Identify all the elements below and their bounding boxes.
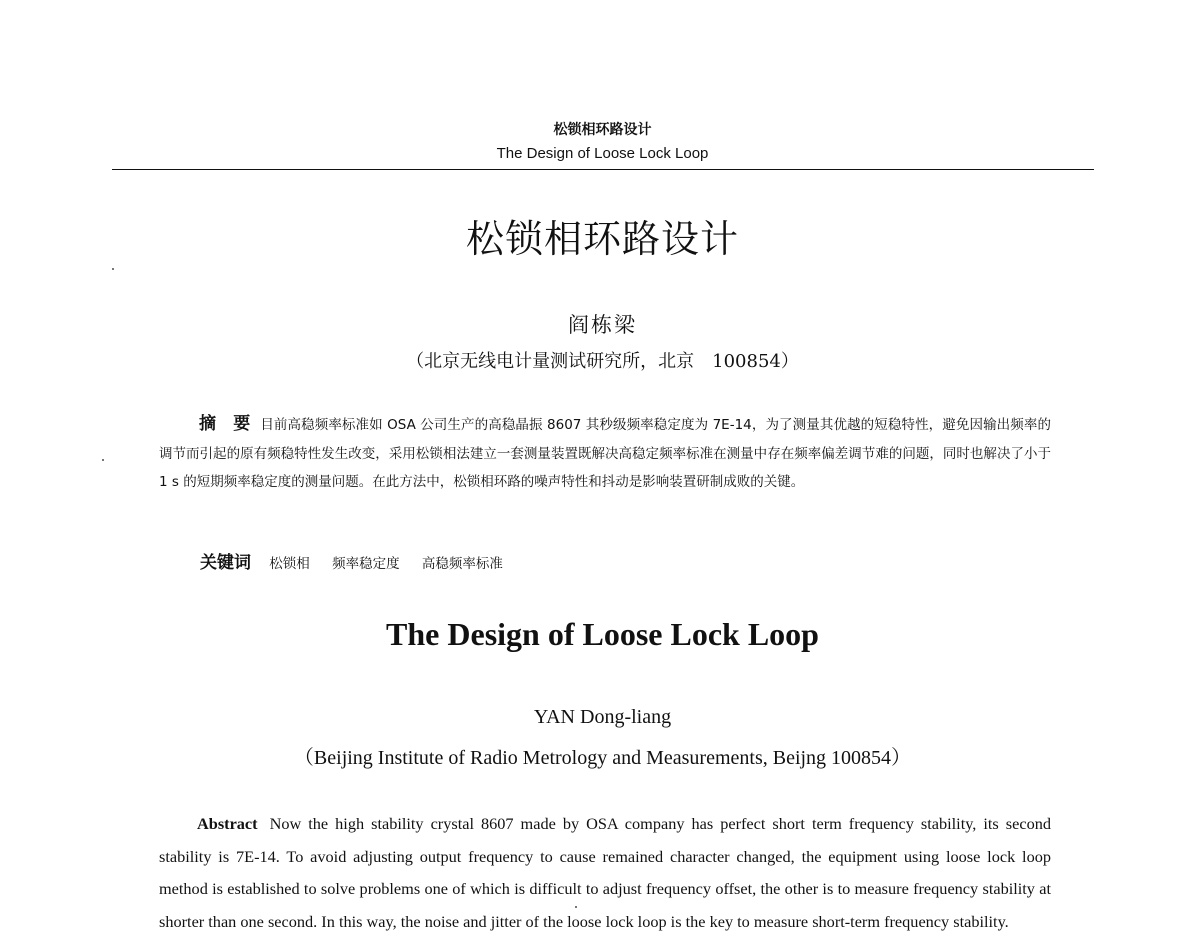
scan-speck	[575, 906, 577, 908]
keywords-cn	[200, 548, 521, 573]
scan-speck	[112, 268, 114, 270]
scan-speck	[102, 459, 104, 461]
keyword-item: 松锁相	[269, 556, 310, 572]
running-header-title-cn: 松锁相环路设计	[553, 122, 652, 138]
abstract-en-text: Now the high stability crystal 8607 made by OSA company has perfect short term frequency stability, its second stability is 7E-14. To avoid adjusting output frequency to cause remained character changed, the equipment using loose lock loop method is established to solve problems one of which is difficult to adjust frequency offset, the other is to measure frequency stability at shorter than one second. In this way, the noise and jitter of the loose lock loop is the key to measure short-term frequency stability.	[159, 814, 1051, 931]
keywords-cn-label: 关键词	[200, 553, 251, 573]
abstract-cn-label: 摘 要	[199, 414, 251, 434]
affiliation-cn: （北京无线电计量测试研究所，北京 100854）	[406, 351, 799, 372]
abstract-en	[159, 808, 1051, 938]
keyword-item: 频率稳定度	[332, 556, 400, 572]
header-rule	[112, 169, 1094, 170]
author-name-en: YAN Dong-liang	[533, 706, 672, 728]
affiliation-en: （Beijing Institute of Radio Metrology and Measurements, Beijng 100854）	[293, 747, 912, 769]
abstract-cn	[159, 410, 1051, 497]
abstract-cn-text: 目前高稳频率标准如 OSA 公司生产的高稳晶振 8607 其秒级频率稳定度为 7E-14，为了测量其优越的短稳特性，避免因输出频率的调节而引起的原有频稳特性发生改变，采用松锁相法建立一套测量装置既解决高稳定频率标准在测量中存在频率偏差调节难的问题，同时也解决了小于 1 s 的短期频率稳定度的测量问题。在此方法中，松锁相环路的噪声特性和抖动是影响装置研制成败的关键。	[159, 417, 1051, 490]
paper-title-en: The Design of Loose Lock Loop	[386, 616, 819, 652]
paper-title-cn: 松锁相环路设计	[465, 217, 739, 261]
running-header-title-en: The Design of Loose Lock Loop	[496, 145, 709, 162]
keyword-item: 高稳频率标准	[421, 556, 503, 572]
author-name-cn: 阎栋梁	[568, 313, 637, 337]
abstract-en-label: Abstract	[197, 814, 258, 833]
